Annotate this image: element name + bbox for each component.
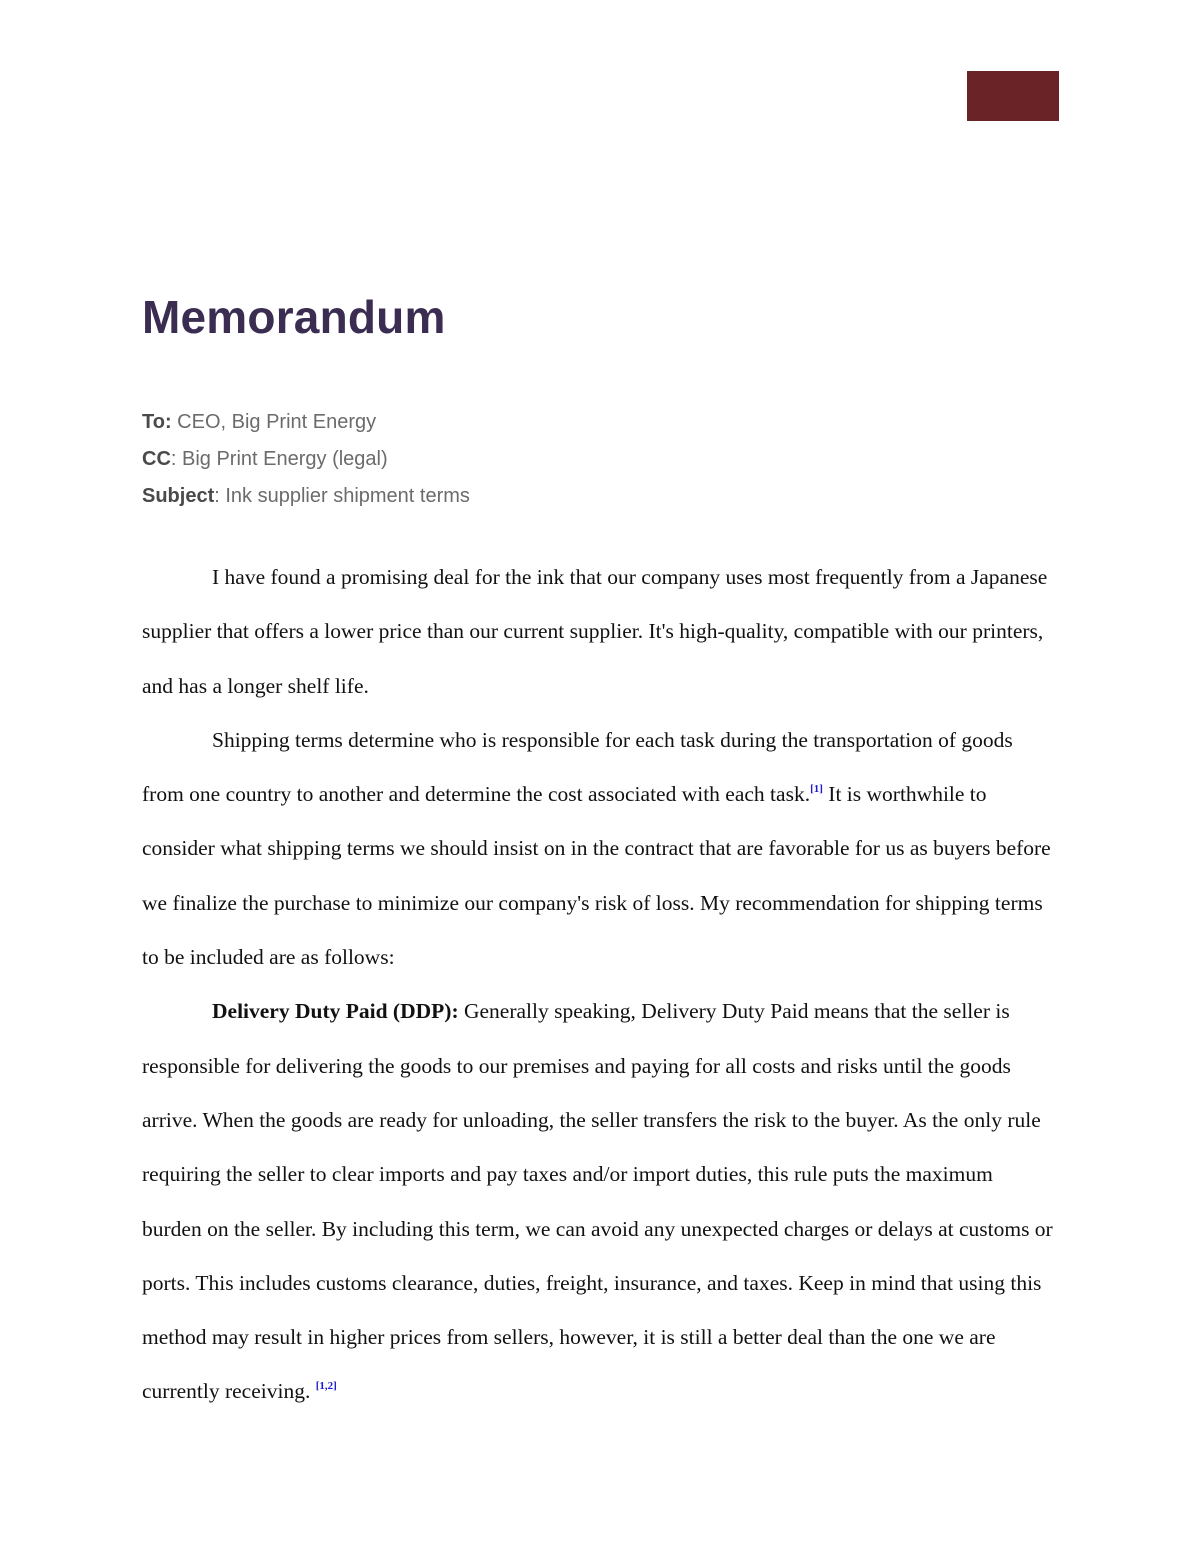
ddp-text: Generally speaking, Delivery Duty Paid means that the seller is responsible for delivering the goods to our premises and paying for all costs and risks until the goods arrive. When the goods are ready for unloading, the seller transfers the risk to the buyer. As the only rule requiring the seller to clear imports and pay taxes and/or import duties, this rule puts the maximum burden on the seller. By including this term, we can avoid any unexpected charges or delays at customs or ports. This includes customs clearance, duties, freight, insurance, and taxes. Keep in mind that using this method may result in higher prices from sellers, however, it is still a better deal than the one we are currently receiving. [142, 999, 1053, 1404]
cc-field [142, 446, 470, 483]
cc-value: : Big Print Energy (legal) [170, 448, 388, 470]
subject-field [142, 483, 470, 520]
subject-value: : Ink supplier shipment terms [214, 485, 470, 507]
to-field [142, 409, 470, 446]
subject-label: Subject [142, 485, 215, 507]
to-label: To: [142, 411, 172, 433]
header-color-block [967, 71, 1059, 121]
citation-link[interactable]: [1] [810, 783, 823, 796]
paragraph-ddp [142, 984, 1057, 1418]
paragraph-shipping-terms-text-a: Shipping terms determine who is responsible for each task during the transportation of goods from one country to another and determine the cost associated with each task. [142, 727, 1013, 807]
paragraph-intro: I have found a promising deal for the ink that our company uses most frequently from a Japanese supplier that offers a lower price than our current supplier. It's high-quality, compatible with our printers, and has a longer shelf life. [142, 565, 1048, 698]
memo-title: Memorandum [142, 291, 446, 343]
citation-link[interactable]: [1,2] [315, 1380, 337, 1393]
to-value: CEO, Big Print Energy [171, 411, 377, 433]
memo-body [142, 550, 1057, 1419]
paragraph-shipping-terms-text-b: It is worthwhile to consider what shipping terms we should insist on in the contract that are favorable for us as buyers before we finalize the purchase to minimize our company's risk of loss. My recommendation for shipping terms to be included are as follows: [142, 782, 1051, 970]
memo-header-fields [142, 409, 470, 520]
ddp-term: Delivery Duty Paid (DDP): [212, 999, 459, 1024]
cc-label: CC [142, 448, 171, 470]
paragraph-shipping-terms [142, 713, 1057, 984]
